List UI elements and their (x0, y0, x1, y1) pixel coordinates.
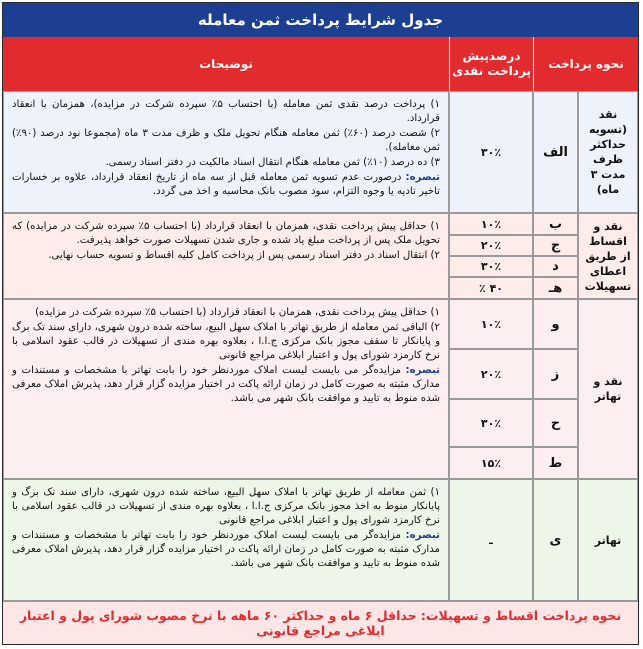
desc-line: ۱) حداقل پیش پرداخت نقدی، همزمان با انعقاد قرارداد (با احتساب ۵٪ سپرده شرکت در مزایده) (35, 307, 440, 318)
row-percent: ۱۰٪ (449, 213, 533, 235)
row-percent: ۱۵٪ (449, 447, 533, 479)
header-percent: درصدپیش پرداخت نقدی (449, 37, 533, 91)
method-cash: نقد (تسویه حداکثر ظرف مدت ۳ ماه) (578, 91, 638, 213)
method-installments: نقد و اقساط از طریق اعطای تسهیلات (578, 213, 638, 299)
row-percent: ۳۰٪ (449, 91, 533, 213)
desc-line: ۱) حداقل پیش پرداخت نقدی، همزمان با انعقاد قرارداد (با احتساب ۵٪ سپرده شرکت در مزایده) که تحویل ملک پس از پرداخت مبلغ یاد شده و جاری شدن تسهیلات صورت خواهد پذیرفت. (12, 221, 441, 246)
row-letter: ی (533, 479, 578, 601)
row-letter: ط (533, 447, 578, 479)
row-percent: ۴۰ ٪ (449, 277, 533, 299)
desc-line: ۲) انتقال اسناد در دفتر اسناد رسمی پس از پرداخت کامل کلیه اقساط و تسویه حساب نهایی. (48, 250, 440, 261)
row-letter: هـ (533, 277, 578, 299)
desc-line: ۳) ده درصد (۱۰٪) ثمن معامله هنگام انتقال اسناد مالکیت در دفتر اسناد رسمی. (105, 157, 440, 168)
row-percent: ۲۰٪ (449, 349, 533, 399)
note-text: مزایده‌گر می بایست لیست املاک موردنظر خود را بابت تهاتر با مشخصات و مستندات و مدارک مثبته به صورت کامل در زمان ارائه پاکت در اختیار مزایده گزار قرار دهد، پذیرش املاک معرفی شده منوط به تایید و موافقت بانک شهر می باشد. (12, 365, 440, 404)
note-label: تبصره: (405, 172, 440, 183)
payment-terms-table (2, 2, 639, 645)
note-text: درصورت عدم تسویه ثمن معامله قبل از سه ماه از تاریخ انعقاد قرارداد، علاوه بر خسارات تاخیر تادیه یا وجوه التزام، سود مصوب بانک محاسبه و اخذ می گردد. (12, 172, 440, 197)
description-installments (3, 213, 449, 299)
note-text: مزایده‌گر می بایست لیست املاک موردنظر خود را بابت تهاتر با مشخصات و مستندات و مدارک مثبته به صورت کامل در زمان ارائه پاکت در اختیار مزایده گزار قرار دهد، پذیرش املاک معرفی شده منوط به تایید و موافقت بانک شهر می باشد. (12, 530, 440, 569)
method-cash-barter: نقد و تهاتر (578, 299, 638, 479)
row-percent: ۳۰٪ (449, 256, 533, 277)
row-letter: ز (533, 349, 578, 399)
description-cash (3, 91, 449, 213)
row-letter: ب (533, 213, 578, 235)
row-letter: ج (533, 235, 578, 256)
desc-line: ۲) الباقی ثمن معامله از طریق تهاتر با املاک سهل البیع، ساخته شده درون شهری، دارای سند تک برگ و پایانکار تا سقف مجوز بانک مرکزی ج.ا.ا ، بعلاوه بهره مندی از تسهیلات در قالب عقود اسلامی با نرخ کارمزد شورای پول و اعتبار ابلاغی مراجع قانونی (12, 322, 440, 361)
row-percent: ۲۰٪ (449, 235, 533, 256)
method-barter: تهاتر (578, 479, 638, 601)
header-method: نحوه پرداخت (533, 37, 638, 91)
row-percent: ـ (449, 479, 533, 601)
table-title: جدول شرایط پرداخت ثمن معامله (3, 3, 638, 37)
desc-line: ۲) شصت درصد (۶۰٪) ثمن معامله هنگام تحویل ملک و ظرف مدت ۳ ماه (مجموعا نود درصد (۹۰٪) ثمن معامله). (12, 128, 441, 153)
header-description: توضیحات (3, 37, 449, 91)
row-letter: ح (533, 399, 578, 447)
description-barter (3, 479, 449, 601)
note-label: تبصره: (405, 530, 440, 541)
installment-footer-note: نحوه پرداخت اقساط و تسهیلات: حداقل ۶ ماه و حداکثر ۶۰ ماهه با نرخ مصوب شورای پول و اعتبار ابلاغی مراجع قانونی (3, 601, 638, 644)
description-cash-barter (3, 299, 449, 479)
desc-line: ۱) ثمن معامله از طریق تهاتر با املاک سهل البیع، ساخته شده درون شهری، دارای سند تک برگ و پایانکار منوط به اخذ مجوز بانک مرکزی ج.ا.ا ، بعلاوه بهره مندی از تسهیلات در قالب عقود اسلامی با نرخ کارمزد شورای پول و اعتبار ابلاغی مراجع قانونی (12, 487, 440, 526)
row-letter: و (533, 299, 578, 349)
row-percent: ۱۰٪ (449, 299, 533, 349)
row-letter: الف (533, 91, 578, 213)
note-label: تبصره: (405, 365, 440, 376)
row-percent: ۳۰٪ (449, 399, 533, 447)
row-letter: د (533, 256, 578, 277)
desc-line: ۱) پرداخت درصد نقدی ثمن معامله (با احتساب ۵٪ سپرده شرکت در مزایده)، همزمان با انعقاد قرارداد. (12, 99, 440, 124)
